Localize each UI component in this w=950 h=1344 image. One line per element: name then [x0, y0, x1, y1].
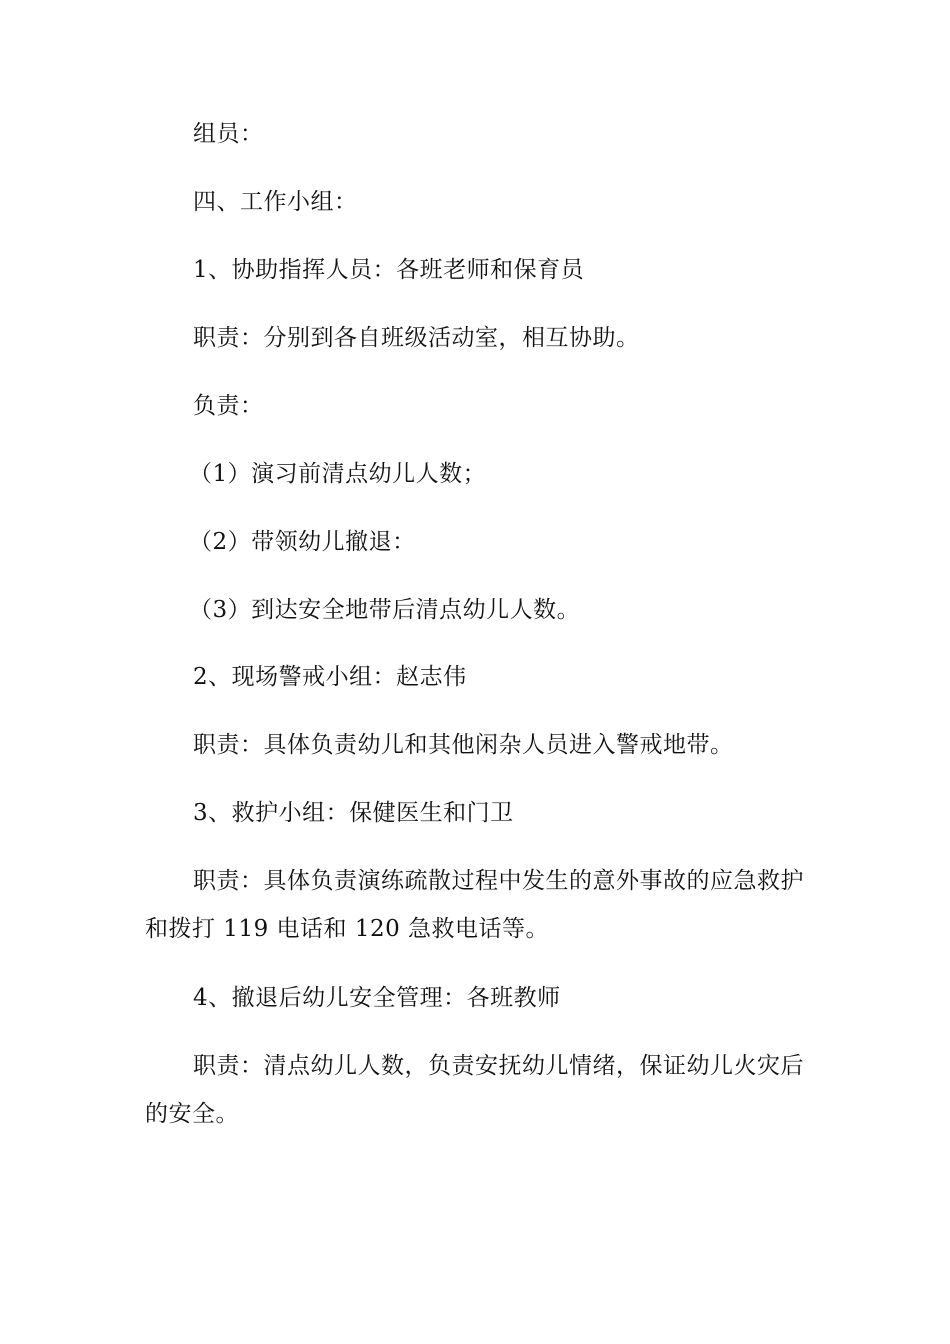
- group-2-duty: 职责：具体负责幼儿和其他闲杂人员进入警戒地带。: [193, 732, 734, 758]
- group-3-heading: 3、救护小组：保健医生和门卫: [193, 800, 514, 826]
- responsibility-item-1: （1）演习前清点幼儿人数；: [189, 461, 487, 487]
- group-1-responsibility-label: 负责：: [193, 393, 264, 419]
- team-members-line: 组员：: [193, 121, 264, 147]
- group-4-duty-line-1: 职责：清点幼儿人数，负责安抚幼儿情绪，保证幼儿火灾后: [193, 1053, 804, 1079]
- responsibility-item-3: （3）到达安全地带后清点幼儿人数。: [189, 597, 581, 623]
- section-heading-work-groups: 四、工作小组：: [193, 189, 358, 215]
- group-1-duty: 职责：分别到各自班级活动室，相互协助。: [193, 325, 640, 351]
- responsibility-item-2: （2）带领幼儿撤退：: [189, 529, 416, 555]
- group-3-duty-line-2: 和拨打 119 电话和 120 急救电话等。: [145, 916, 550, 942]
- group-3-duty-line-1: 职责：具体负责演练疏散过程中发生的意外事故的应急救护: [193, 868, 804, 894]
- group-4-heading: 4、撤退后幼儿安全管理：各班教师: [193, 985, 561, 1011]
- group-2-heading: 2、现场警戒小组：赵志伟: [193, 664, 467, 690]
- group-1-heading: 1、协助指挥人员：各班老师和保育员: [193, 257, 585, 283]
- group-4-duty-line-2: 的安全。: [145, 1101, 239, 1127]
